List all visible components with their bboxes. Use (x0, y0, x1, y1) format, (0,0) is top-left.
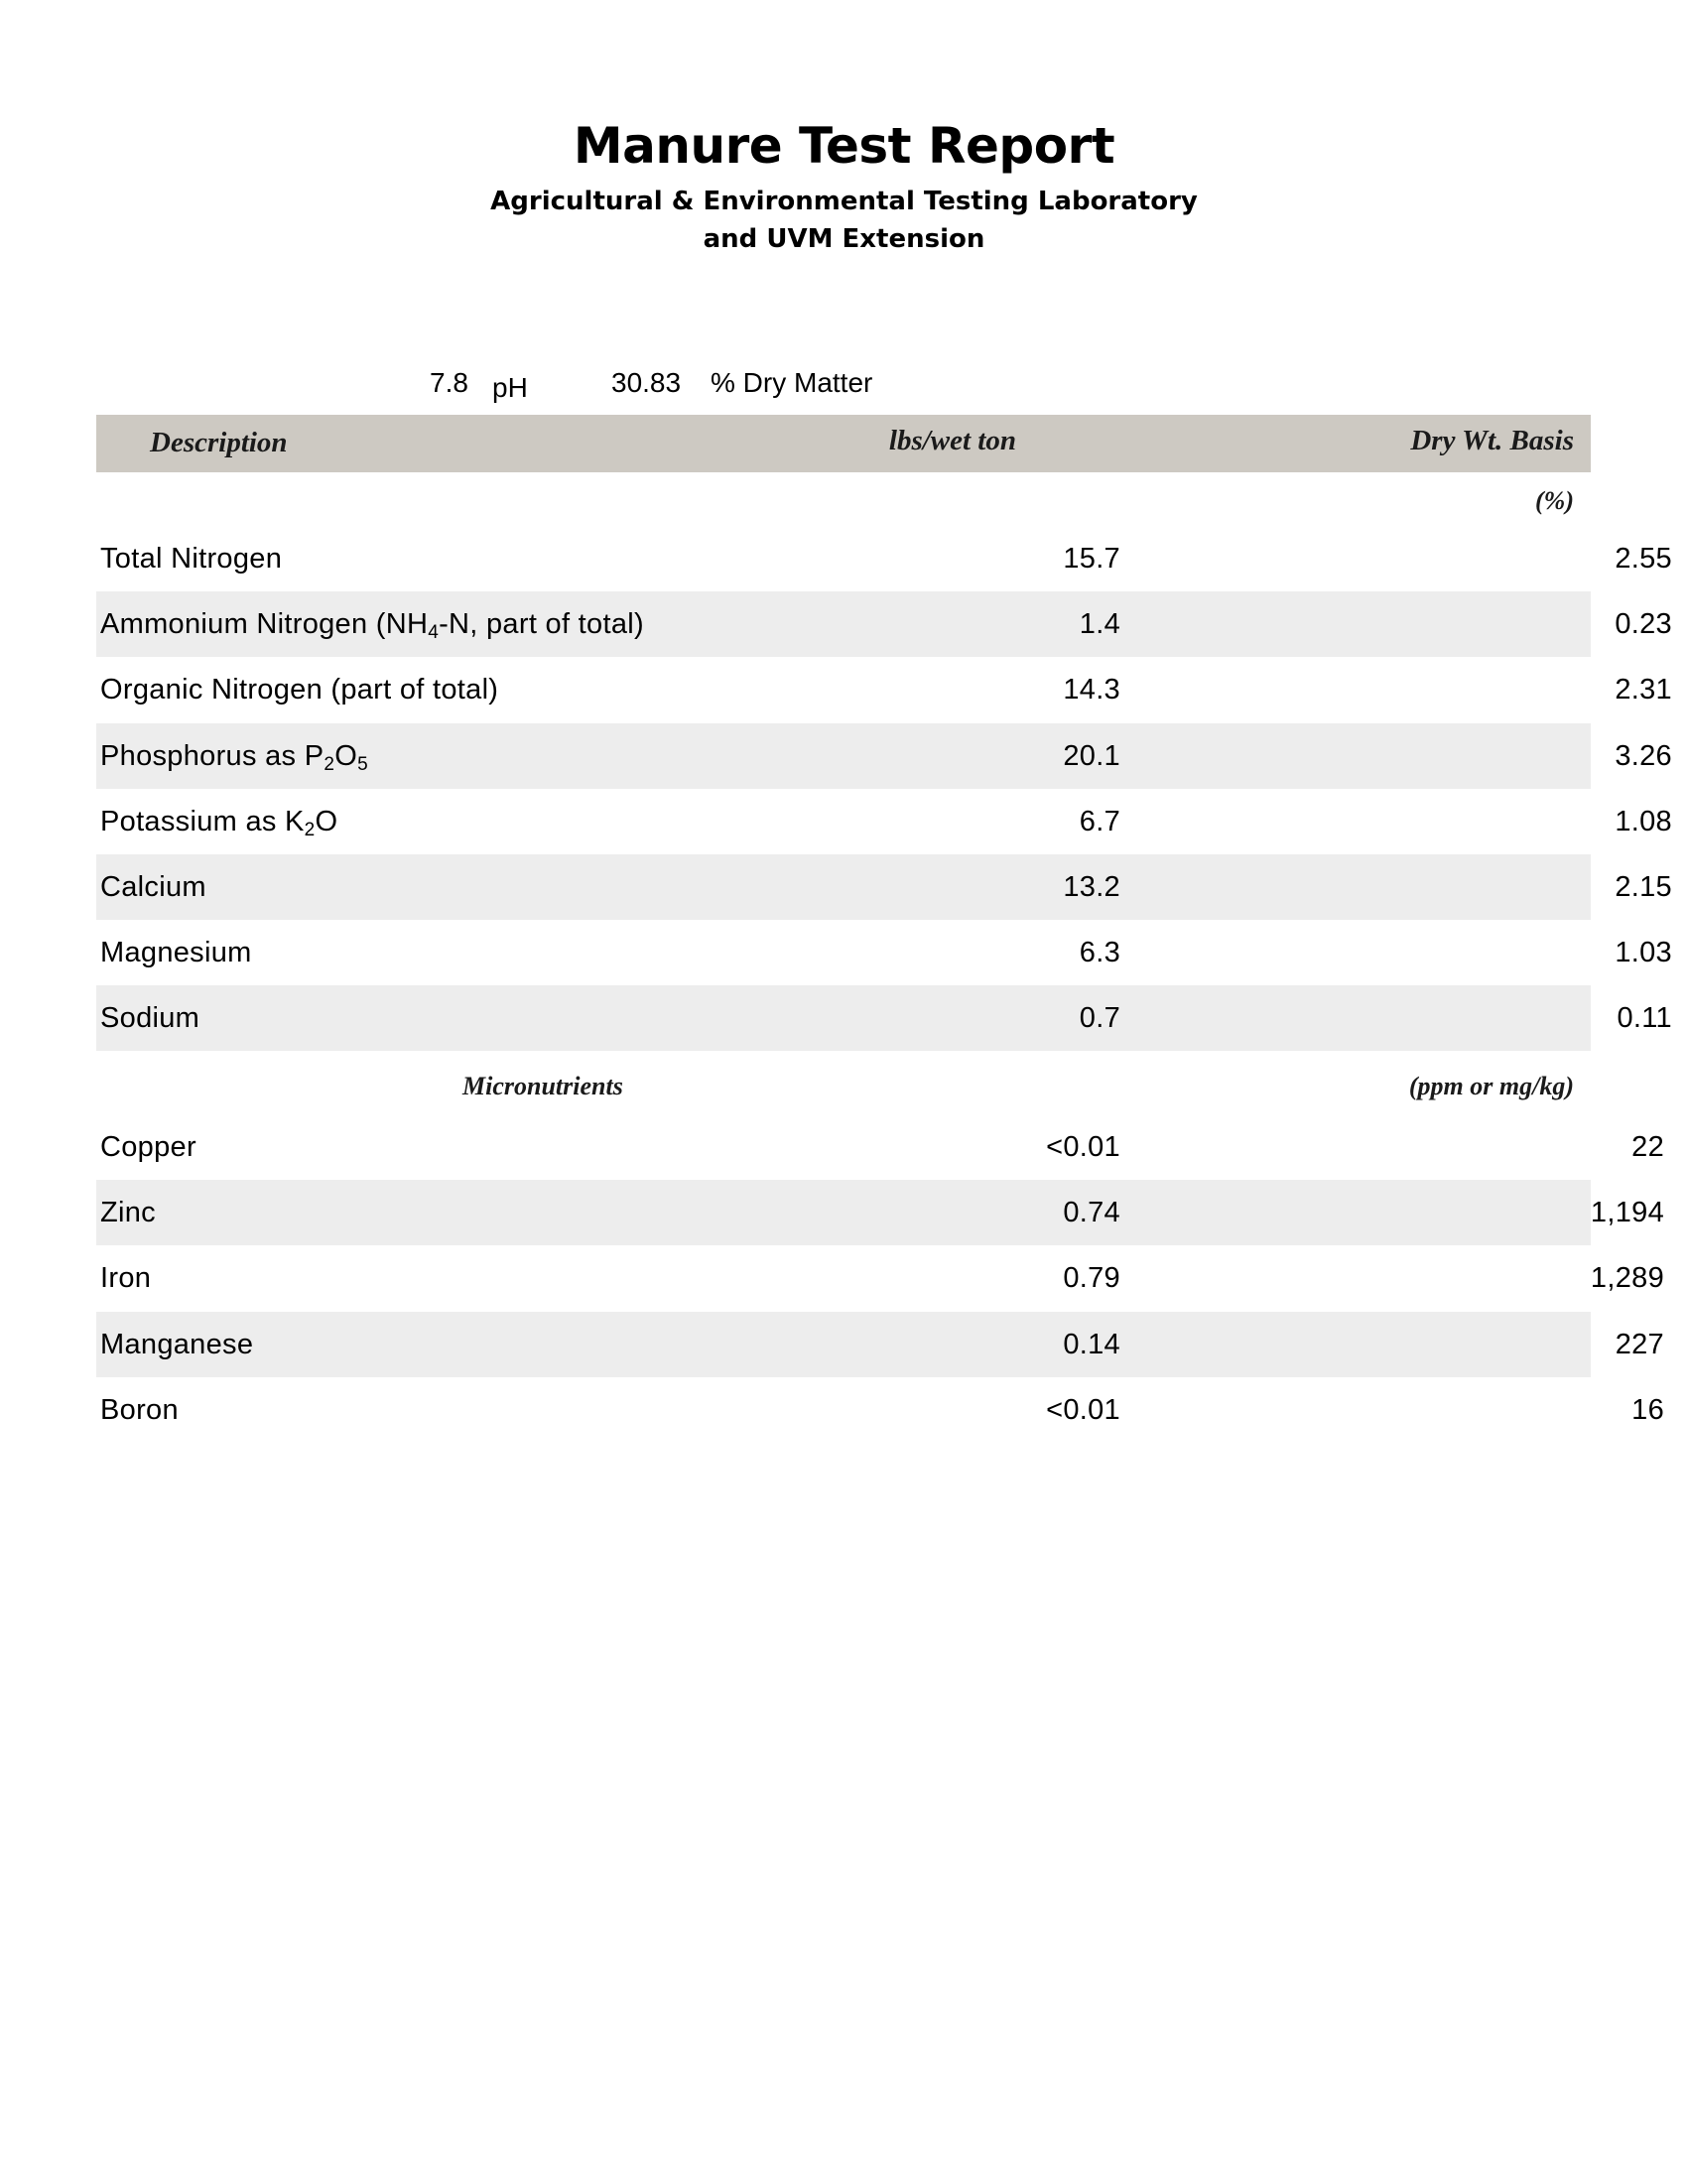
row-description: Calcium (100, 871, 206, 903)
row-dry-wt-basis: 1.03 (1615, 937, 1672, 969)
dry-matter-label: % Dry Matter (711, 367, 873, 398)
table-row (96, 591, 1672, 657)
row-description: Copper (100, 1131, 196, 1163)
ppm-unit-label: (ppm or mg/kg) (1408, 1072, 1574, 1100)
row-description: Organic Nitrogen (part of total) (100, 674, 499, 707)
row-description: Ammonium Nitrogen ($NH_4-N$, part of total) (100, 608, 644, 644)
row-lbs-wet-ton: <0.01 (1046, 1393, 1120, 1426)
row-dry-wt-basis: 227 (1615, 1328, 1664, 1360)
row-dry-wt-basis: 0.11 (1617, 1002, 1672, 1035)
row-dry-wt-basis: 2.31 (1615, 674, 1672, 707)
row-description: Total Nitrogen (100, 543, 283, 575)
row-lbs-wet-ton: 0.79 (1063, 1262, 1120, 1295)
row-lbs-wet-ton: 14.3 (1063, 674, 1120, 707)
row-dry-wt-basis: 16 (1631, 1393, 1664, 1426)
row-lbs-wet-ton: 0.7 (1079, 1002, 1120, 1035)
row-dry-wt-basis: 3.26 (1615, 739, 1672, 772)
row-dry-wt-basis: 1,289 (1590, 1262, 1664, 1295)
row-description: Magnesium (100, 937, 252, 969)
table-row (96, 789, 1672, 854)
row-dry-wt-basis: 22 (1631, 1131, 1664, 1163)
dry-matter-value: 30.83 (611, 367, 682, 398)
row-lbs-wet-ton: 0.74 (1063, 1197, 1120, 1229)
report-title: Manure Test Report (573, 117, 1115, 175)
row-dry-wt-basis: 2.55 (1615, 543, 1672, 575)
micronutrients-label: Micronutrients (462, 1072, 623, 1100)
extension-name: and UVM Extension (703, 224, 985, 254)
row-description: Zinc (100, 1197, 156, 1229)
ph-value: 7.8 (430, 367, 468, 398)
table-row (96, 526, 1672, 591)
row-lbs-wet-ton: <0.01 (1046, 1131, 1120, 1163)
percent-unit-label: (%) (1535, 486, 1574, 515)
row-lbs-wet-ton: 13.2 (1063, 871, 1120, 903)
row-dry-wt-basis: 1,194 (1590, 1197, 1664, 1229)
row-dry-wt-basis: 1.08 (1615, 805, 1672, 837)
table-row (96, 1312, 1664, 1377)
row-lbs-wet-ton: 1.4 (1079, 608, 1120, 641)
row-description: Boron (100, 1393, 179, 1426)
row-lbs-wet-ton: 0.14 (1063, 1328, 1120, 1360)
column-header-dry-wt-basis: Dry Wt. Basis (1410, 425, 1574, 456)
table-row (96, 1245, 1664, 1311)
ph-label: pH (492, 372, 528, 403)
table-row (96, 920, 1672, 985)
row-description: Phosphorus as $P_2O_5$ (100, 739, 368, 775)
table-row (96, 1114, 1664, 1180)
row-description: Potassium as $K_2O$ (100, 805, 338, 840)
lab-name: Agricultural & Environmental Testing Laboratory (490, 187, 1198, 216)
row-description: Iron (100, 1262, 152, 1295)
table-row (96, 985, 1672, 1051)
row-dry-wt-basis: 0.23 (1615, 608, 1672, 641)
row-description: Manganese (100, 1328, 254, 1360)
row-dry-wt-basis: 2.15 (1615, 871, 1672, 903)
row-lbs-wet-ton: 6.3 (1079, 937, 1120, 969)
row-description: Sodium (100, 1002, 200, 1035)
column-header-lbs-wet-ton: lbs/wet ton (888, 425, 1016, 456)
table-row (96, 723, 1672, 789)
table-row (96, 1377, 1664, 1443)
table-row (96, 1180, 1664, 1245)
row-lbs-wet-ton: 6.7 (1079, 805, 1120, 837)
row-lbs-wet-ton: 15.7 (1063, 543, 1120, 575)
table-row (96, 854, 1672, 920)
table-row (96, 657, 1672, 722)
column-header-description: Description (150, 427, 288, 458)
row-lbs-wet-ton: 20.1 (1063, 739, 1120, 772)
